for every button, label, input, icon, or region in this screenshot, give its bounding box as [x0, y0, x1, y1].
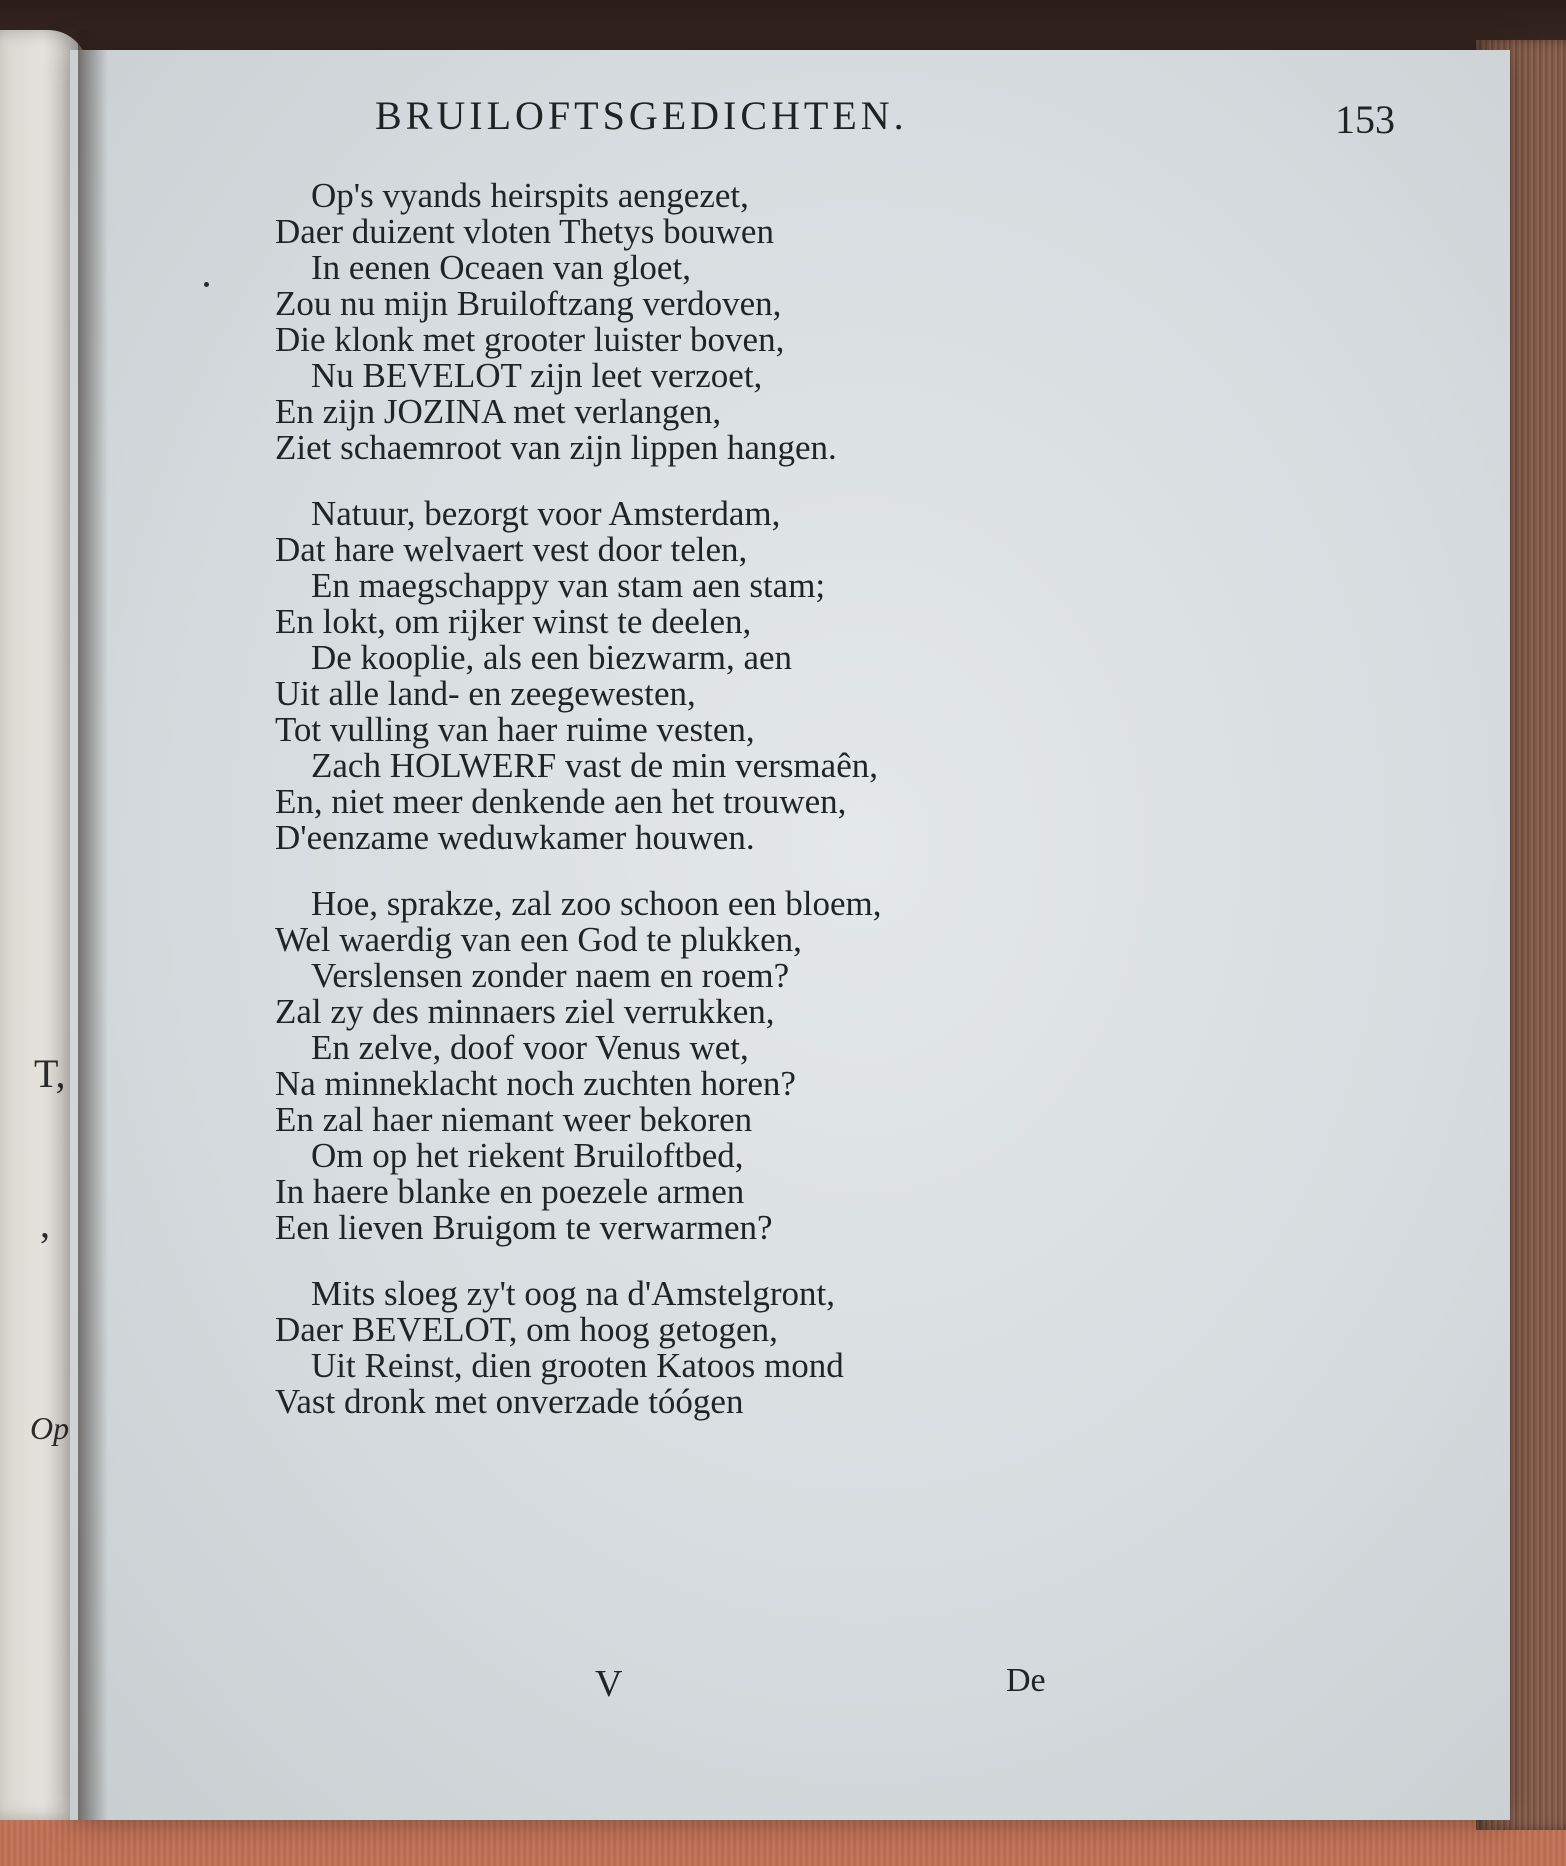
- poem-line: Zou nu mijn Bruiloftzang verdoven,: [275, 284, 782, 323]
- poem-line: Uit Reinst, dien grooten Katoos mond: [311, 1346, 844, 1385]
- poem-line: Mits sloeg zy't oog na d'Amstelgront,: [311, 1274, 835, 1313]
- page-header: [375, 92, 1395, 162]
- stanza: [275, 496, 1035, 856]
- poem-line: D'eenzame weduwkamer houwen.: [275, 818, 755, 857]
- poem-line: Natuur, bezorgt voor Amsterdam,: [311, 494, 781, 533]
- poem-line: Hoe, sprakze, zal zoo schoon een bloem,: [311, 884, 882, 923]
- running-head: BRUILOFTSGEDICHTEN.: [375, 93, 908, 138]
- poem-line: Op's vyands heirspits aengezet,: [311, 176, 749, 215]
- poem-line: Verslensen zonder naem en roem?: [311, 956, 790, 995]
- poem-line: In eenen Oceaen van gloet,: [311, 248, 691, 287]
- poem-line: En maegschappy van stam aen stam;: [311, 566, 826, 605]
- poem-line: Na minneklacht noch zuchten horen?: [275, 1064, 796, 1103]
- stanza: [275, 178, 1035, 466]
- left-page-fragment: ,: [40, 1201, 50, 1246]
- poem-line: Nu BEVELOT zijn leet verzoet,: [311, 356, 763, 395]
- poem-line: Om op het riekent Bruiloftbed,: [311, 1136, 744, 1175]
- left-page-fragment: T,: [34, 1051, 66, 1096]
- poem-line: De kooplie, als een biezwarm, aen: [311, 638, 793, 677]
- poem-line: En, niet meer denkende aen het trouwen,: [275, 782, 847, 821]
- poem-line: Zal zy des minnaers ziel verrukken,: [275, 992, 775, 1031]
- page-number: 153: [1335, 97, 1395, 142]
- poem-line: En lokt, om rijker winst te deelen,: [275, 602, 752, 641]
- poem-line: Een lieven Bruigom te verwarmen?: [275, 1208, 773, 1247]
- poem-line: Uit alle land- en zeegewesten,: [275, 674, 696, 713]
- gutter-shadow: [78, 30, 108, 1820]
- signature-mark: V: [595, 1663, 623, 1705]
- poem-line: Daer BEVELOT, om hoog getogen,: [275, 1310, 778, 1349]
- ink-speck: [204, 282, 209, 287]
- book-page: [70, 50, 1510, 1820]
- poem-line: Vast dronk met onverzade tóógen: [275, 1382, 744, 1421]
- poem-line: In haere blanke en poezele armen: [275, 1172, 745, 1211]
- catchword: De: [1006, 1662, 1046, 1699]
- poem-line: Tot vulling van haer ruime vesten,: [275, 710, 755, 749]
- poem-line: En zal haer niemant weer bekoren: [275, 1100, 753, 1139]
- poem-line: Die klonk met grooter luister boven,: [275, 320, 785, 359]
- stanza: [275, 1276, 1035, 1420]
- poem-line: Dat hare welvaert vest door telen,: [275, 530, 748, 569]
- poem-line: Ziet schaemroot van zijn lippen hangen.: [275, 428, 837, 467]
- poem-line: En zijn JOZINA met verlangen,: [275, 392, 722, 431]
- poem-line: Daer duizent vloten Thetys bouwen: [275, 212, 774, 251]
- poem-line: Zach HOLWERF vast de min versmaên,: [311, 746, 878, 785]
- poem-body: [275, 178, 1035, 1450]
- left-page-fragment: Op: [30, 1410, 70, 1446]
- page-footer: [70, 1662, 1510, 1712]
- poem-line: Wel waerdig van een God te plukken,: [275, 920, 802, 959]
- stanza: [275, 886, 1035, 1246]
- poem-line: En zelve, doof voor Venus wet,: [311, 1028, 749, 1067]
